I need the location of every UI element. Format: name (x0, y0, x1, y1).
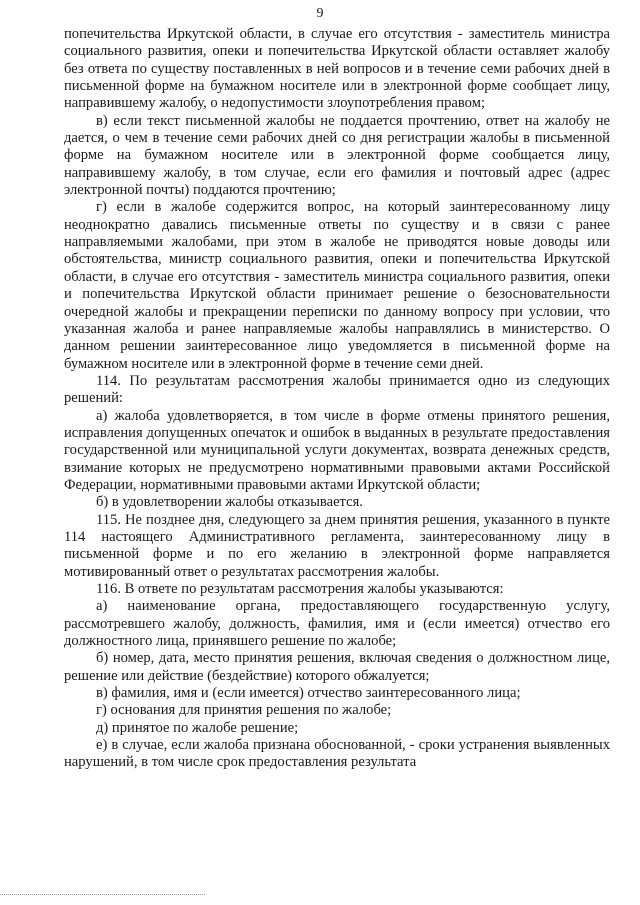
paragraph-114-item-a: а) жалоба удовлетворяется, в том числе в форме отмены принятого решения, исправления допущенных опечаток и ошибок в выданных в результате предоставления государственной или муниципальной услуги документах, возврата денежных средств, взимание которых не предусмотрено нормативными правовыми актами Российской Федерации, нормативными правовыми актами Иркутской области; (64, 407, 610, 493)
paragraph-116-item-v: в) фамилия, имя и (если имеется) отчество заинтересованного лица; (96, 685, 521, 702)
paragraph-115: 115. Не позднее дня, следующего за днем принятия решения, указанного в пункте 114 настоящего Административного регламента, заинтересованному лицу в письменной форме и по его желанию в электронной форме направляется мотивированный ответ о результатах рассмотрения жалобы. (64, 511, 610, 580)
page-number: 9 (316, 6, 324, 21)
paragraph-continuation: попечительства Иркутской области, в случае его отсутствия - заместитель министра социального развития, опеки и попечительства Иркутской области оставляет жалобу без ответа по существу поставленных в ней вопросов и в течение семи рабочих дней в письменной форме на бумажном носителе или в электронной форме сообщает лицу, направившему жалобу, о недопустимости злоупотребления правом; (64, 26, 610, 112)
scan-edge-line (0, 894, 205, 895)
paragraph-114-item-b: б) в удовлетворении жалобы отказывается. (96, 494, 363, 511)
paragraph-item-v: в) если текст письменной жалобы не поддается прочтению, ответ на жалобу не дается, о чем в течение семи рабочих дней со дня регистрации жалобы в письменной форме на бумажном носителе или в электронной форме сообщается лицу, направившему жалобу, в том случае, если его фамилия и почтовый адрес (адрес электронной почты) поддаются прочтению; (64, 112, 610, 199)
paragraph-116-item-d: д) принятое по жалобе решение; (96, 719, 299, 736)
paragraph-116-item-e: е) в случае, если жалоба признана обоснованной, - сроки устранения выявленных нарушений, в том числе срок предоставления результата (64, 737, 610, 771)
paragraph-116-item-g: г) основания для принятия решения по жалобе; (96, 702, 392, 719)
paragraph-116-item-b: б) номер, дата, место принятия решения, включая сведения о должностном лице, решение или действие (бездействие) которого обжалуется; (64, 650, 610, 684)
paragraph-116: 116. В ответе по результатам рассмотрения жалобы указываются: (96, 581, 504, 597)
paragraph-116-item-a: а) наименование органа, предоставляющего государственную услугу, рассмотревшего жалобу, должность, фамилия, имя и (если имеется) отчество его должностного лица, принявшего решение по жалобе; (64, 598, 610, 650)
paragraph-item-g: г) если в жалобе содержится вопрос, на который заинтересованному лицу неоднократно давались письменные ответы по существу и в связи с ранее направляемыми жалобами, при этом в жалобе не приводятся новые доводы или обстоятельства, министр социального развития, опеки и попечительства Иркутской области, в случае его отсутствия - заместитель министра социального развития, опеки и попечительства Иркутской области принимает решение о безосновательности очередной жалобы и прекращении переписки по данному вопросу при условии, что указанная жалоба и ранее направляемые жалобы направлялись в министерство. О данном решении заинтересованное лицо уведомляется в письменной форме на бумажном носителе или в электронной форме в течение семи дней. (64, 199, 610, 372)
body-text (64, 26, 610, 772)
paragraph-114: 114. По результатам рассмотрения жалобы принимается одно из следующих решений: (64, 372, 610, 407)
